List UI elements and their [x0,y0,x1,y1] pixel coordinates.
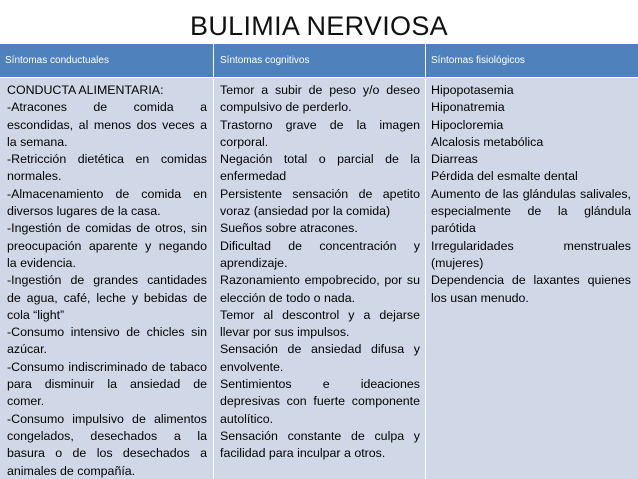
conducta-alimentaria-heading: CONDUCTA ALIMENTARIA: [7,83,164,97]
list-item: -Consumo intensivo de chicles sin azúcar. [7,325,207,357]
list-item: Hipopotasemia [431,83,514,97]
list-item: Dificultad de concentración y aprendizaje. [220,238,420,270]
list-item: Aumento de las glándulas salivales, especialmente de la glándula parótida [431,186,631,236]
cell-cognitivos [220,82,420,463]
slide-title: BULIMIA NERVIOSA [190,11,448,41]
list-item: Persistente sensación de apetito voraz (ansiedad por la comida) [220,186,420,219]
list-item: -Retricción dietética en comidas normales. [7,152,207,184]
list-item: Hipocloremia [431,117,504,132]
list-item: Irregularidades menstruales (mujeres) [431,238,631,270]
list-item: Sensación de ansiedad difusa y envolvente. [220,342,420,374]
table-header-row [0,44,638,77]
list-item: -Ingestión de grandes cantidades de agua, café, leche y bebidas de cola “light” [7,273,207,322]
cell-fisiologicos [431,82,631,307]
list-item: -Consumo impulsivo de alimentos congelados, desechados a la basura o de los desechados a animales de compañía. [7,411,207,478]
list-item: Diarreas [431,152,478,167]
list-item: -Consumo indiscriminado de tabaco para disminuir la ansiedad de comer. [7,359,207,409]
list-item: Razonamiento empobrecido, por su elección de todo o nada. [220,273,420,305]
column-divider-1 [213,44,214,479]
list-item: -Atracones de comida a escondidas, al menos dos veces a la semana. [7,100,207,149]
list-item: Trastorno grave de la imagen corporal. [220,117,420,149]
header-fisiologicos: Síntomas fisiológicos [431,55,525,66]
column-divider-2 [425,44,426,479]
list-item: Sueños sobre atracones. [220,221,358,236]
header-cognitivos: Síntomas cognitivos [220,55,310,66]
list-item: Alcalosis metabólica [431,134,544,149]
header-conductuales: Síntomas conductuales [5,55,109,66]
list-item: Hiponatremia [431,100,505,115]
list-item: Negación total o parcial de la enfermedad [220,152,420,184]
list-item: Temor al descontrol y a dejarse llevar por sus impulsos. [220,307,420,340]
list-item: Temor a subir de peso y/o deseo compulsivo de perderlo. [220,83,420,115]
list-item: -Ingestión de comidas de otros, sin preocupación aparente y negando la evidencia. [7,221,207,270]
cell-conductuales [7,82,207,479]
list-item: -Almacenamiento de comida en diversos lugares de la casa. [7,186,207,219]
symptoms-table [0,44,638,479]
list-item: Pérdida del esmalte dental [431,169,578,184]
list-item: Dependencia de laxantes quienes los usan menudo. [431,273,631,305]
list-item: Sensación constante de culpa y facilidad para inculpar a otros. [220,428,420,461]
list-item: Sentimientos e ideaciones depresivas con fuerte componente autolítico. [220,377,420,426]
